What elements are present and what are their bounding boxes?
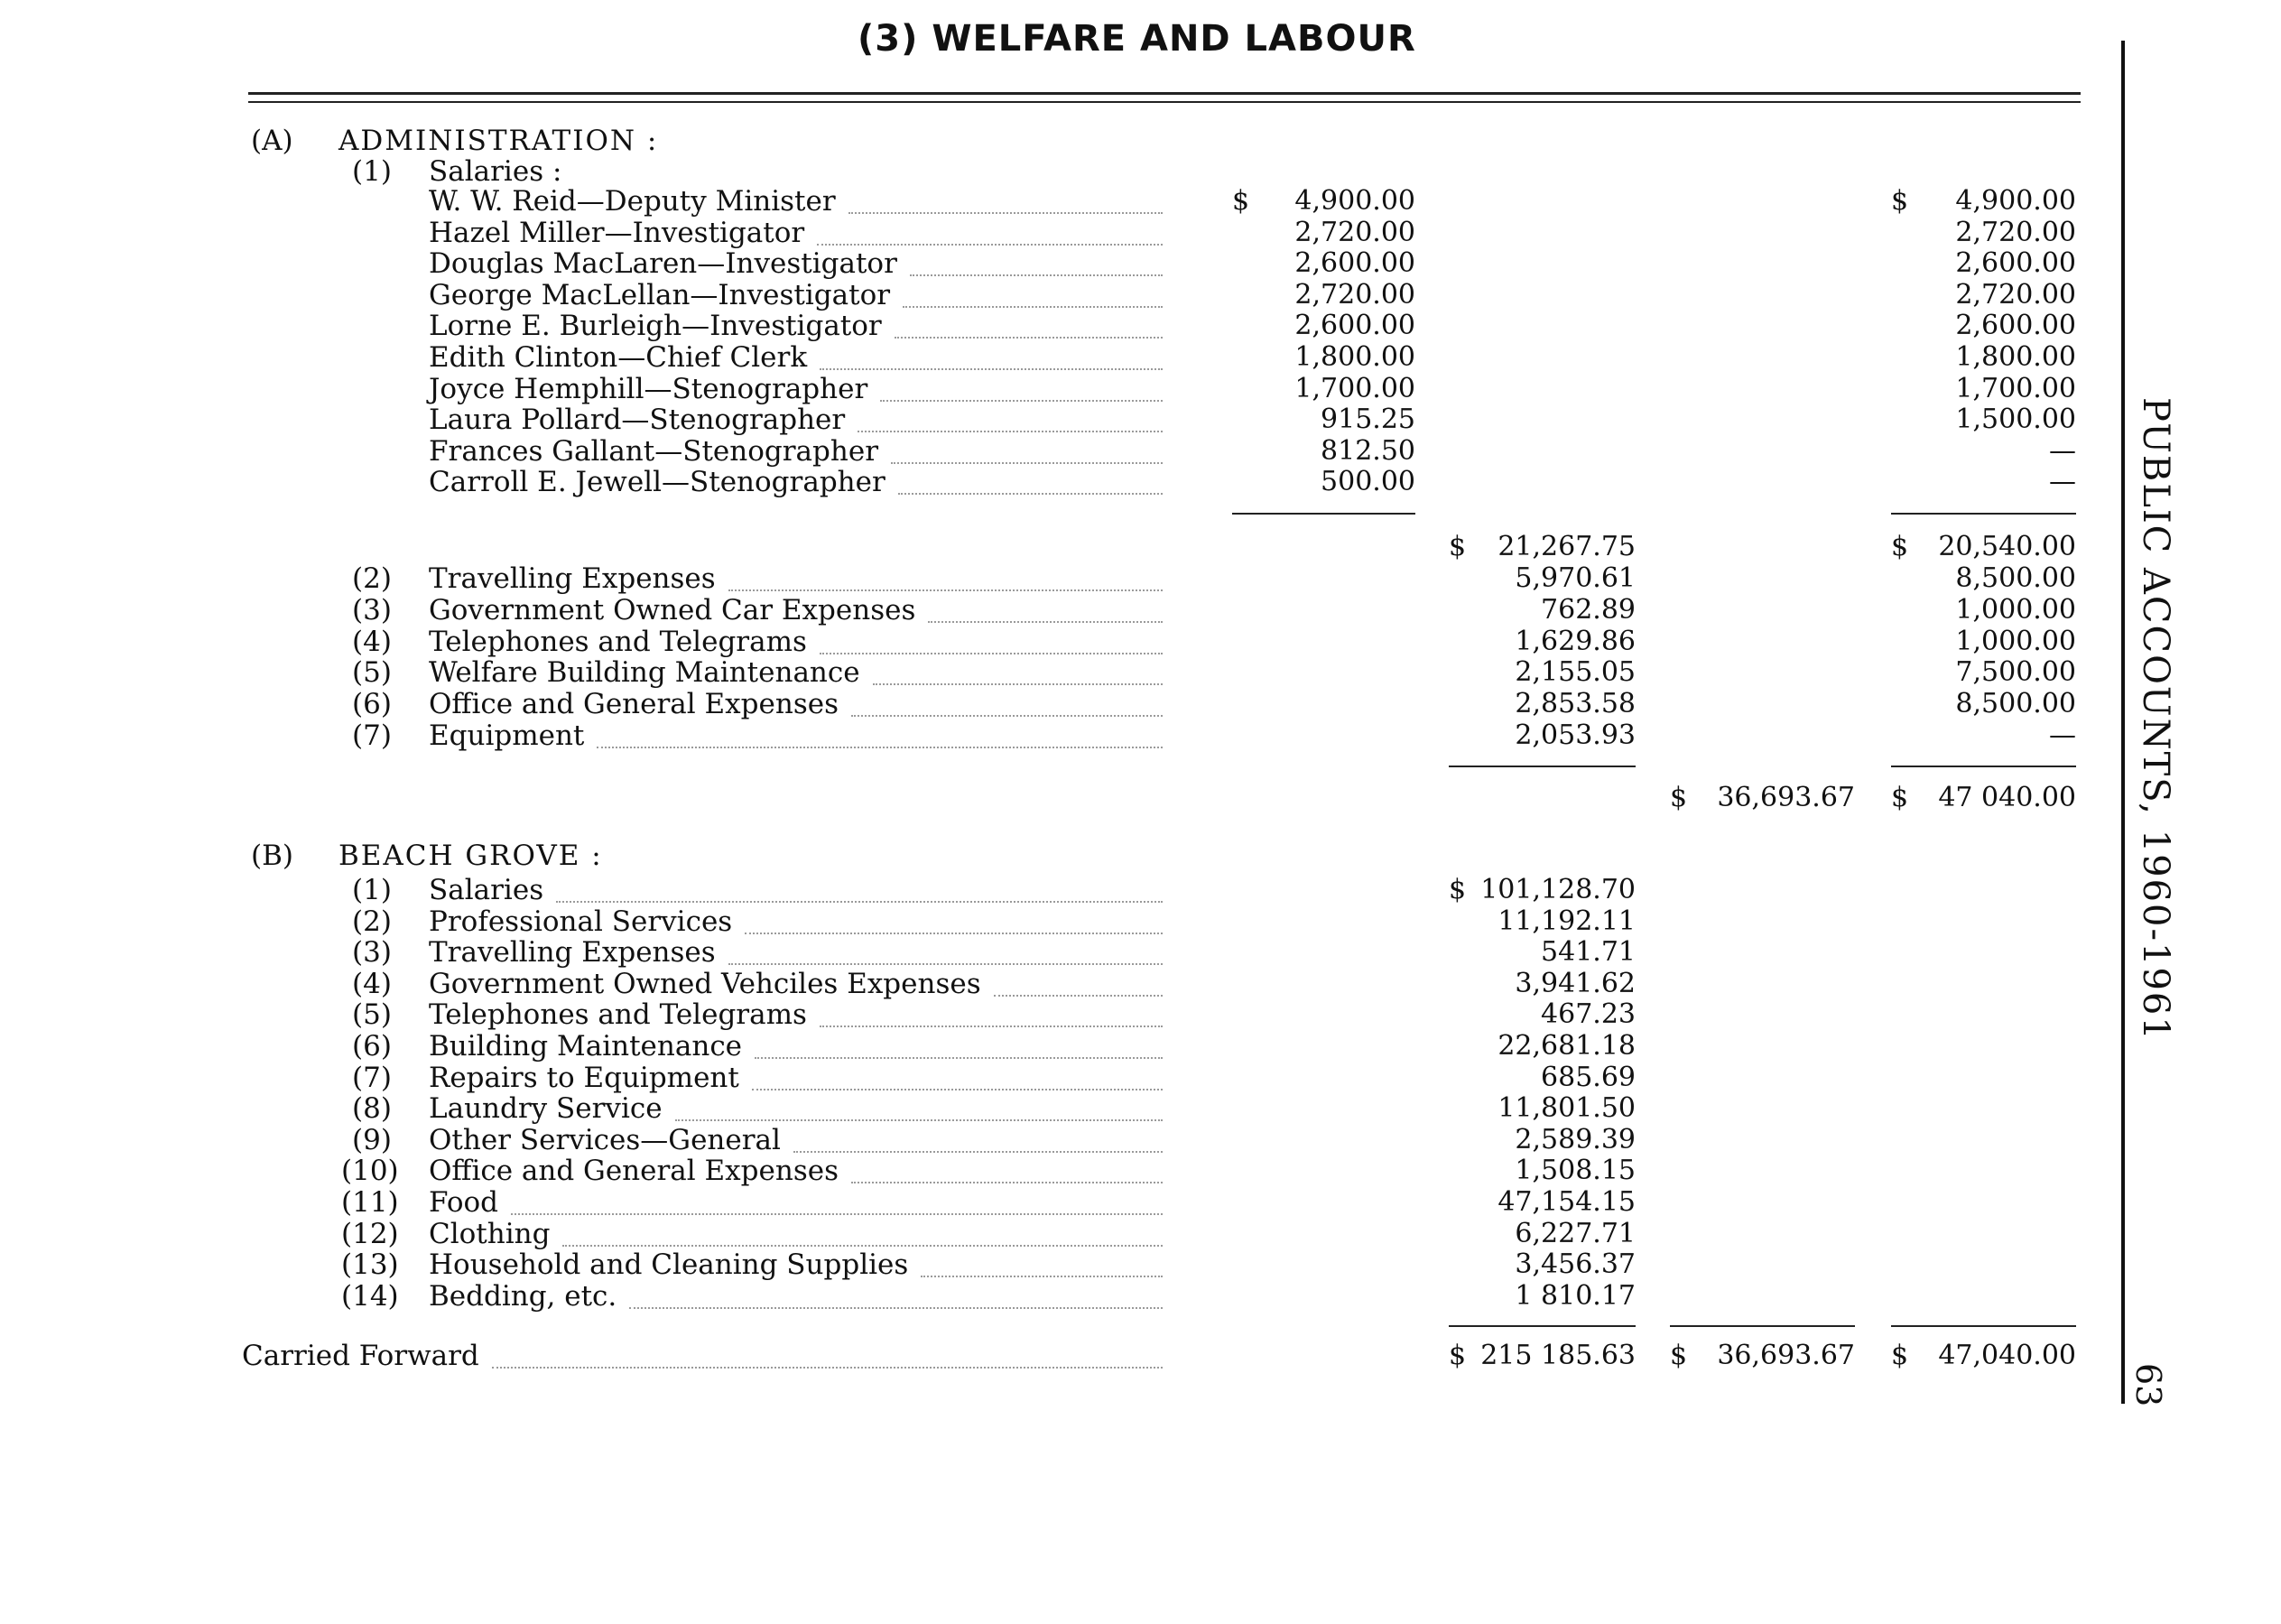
item-estimate: 8,500.00 <box>1955 688 2076 720</box>
section-marker: (A) <box>251 125 293 157</box>
leader-dots <box>820 348 1163 370</box>
header-rule-top <box>248 92 2081 95</box>
item-marker: (10) <box>341 1155 399 1188</box>
currency-sign: $ <box>1891 531 1909 562</box>
table-row <box>0 905 2281 938</box>
table-row <box>0 279 2281 311</box>
salaries-heading-label: Salaries : <box>429 155 562 188</box>
table-row <box>0 1218 2281 1250</box>
carried-forward-row <box>0 1340 2281 1372</box>
section-a-heading <box>0 125 2281 157</box>
table-row <box>0 404 2281 436</box>
item-name: Office and General Expenses <box>429 688 839 721</box>
item-name: Salaries <box>429 874 544 906</box>
table-row <box>0 247 2281 280</box>
table-row <box>0 373 2281 405</box>
currency-sign: $ <box>1449 874 1467 905</box>
leader-dots <box>895 317 1163 339</box>
side-title: PUBLIC ACCOUNTS, 1960-1961 <box>2135 397 2176 1042</box>
salary-amount: 2,600.00 <box>1294 310 1415 342</box>
item-amount: 3,941.62 <box>1515 967 1636 999</box>
subtotal-rule <box>1449 766 1636 767</box>
item-name: Government Owned Car Expenses <box>429 593 916 626</box>
leader-dots <box>752 1069 1163 1090</box>
leader-dots <box>728 570 1163 591</box>
item-amount: 1 810.17 <box>1515 1279 1636 1312</box>
item-amount: 47,154.15 <box>1497 1186 1636 1218</box>
item-name: Building Maintenance <box>429 1030 743 1063</box>
leader-dots <box>910 255 1163 276</box>
table-row <box>0 185 2281 218</box>
page-title: (3) WELFARE AND LABOUR <box>858 18 1416 60</box>
currency-sign: $ <box>1891 1340 1909 1371</box>
salary-amount: 4,900.00 <box>1294 185 1415 217</box>
leader-dots <box>820 633 1163 654</box>
leader-dots <box>629 1287 1163 1309</box>
leader-dots <box>994 975 1163 997</box>
item-amount: 467.23 <box>1541 998 1636 1031</box>
salaries-total: 21,267.75 <box>1497 531 1636 562</box>
salary-amount: 1,700.00 <box>1294 372 1415 404</box>
item-name: Welfare Building Maintenance <box>429 656 860 690</box>
carried-forward-label: Carried Forward <box>242 1340 479 1372</box>
item-name: Professional Services <box>429 905 733 938</box>
leader-dots <box>848 192 1163 214</box>
item-marker: (3) <box>352 593 392 626</box>
table-row <box>0 968 2281 1000</box>
salary-amount: 500.00 <box>1321 466 1415 498</box>
item-amount: 1,508.15 <box>1515 1155 1636 1187</box>
subtotal-rule <box>1449 1325 1636 1327</box>
leader-dots <box>597 727 1163 748</box>
salaries-total-row <box>0 531 2281 563</box>
table-row <box>0 936 2281 969</box>
item-amount: 2,589.39 <box>1515 1123 1636 1155</box>
salary-estimate: — <box>2049 434 2076 467</box>
table-row <box>0 1280 2281 1313</box>
item-name: Household and Cleaning Supplies <box>429 1248 909 1282</box>
table-row <box>0 435 2281 468</box>
item-amount: 2,853.58 <box>1515 688 1636 720</box>
item-amount: 2,053.93 <box>1515 719 1636 751</box>
carried-forward-amount: 47,040.00 <box>1938 1340 2076 1371</box>
section-b-heading <box>0 840 2281 872</box>
item-marker: (7) <box>352 719 392 752</box>
table-row <box>0 594 2281 626</box>
salary-amount: 915.25 <box>1321 404 1415 436</box>
salary-amount: 2,720.00 <box>1294 216 1415 248</box>
salary-estimate: — <box>2049 466 2076 498</box>
table-row <box>0 310 2281 342</box>
item-name: Travelling Expenses <box>429 562 716 595</box>
item-name: Repairs to Equipment <box>429 1061 739 1094</box>
salary-estimate: 2,600.00 <box>1955 247 2076 280</box>
salary-name: Lorne E. Burleigh—Investigator <box>429 310 882 343</box>
salary-name: Hazel Miller—Investigator <box>429 216 805 249</box>
leader-dots <box>745 913 1163 934</box>
table-row <box>0 688 2281 720</box>
currency-sign: $ <box>1449 531 1467 562</box>
item-name: Other Services—General <box>429 1123 781 1156</box>
salary-estimate: 2,600.00 <box>1955 310 2076 342</box>
leader-dots <box>851 695 1163 717</box>
leader-dots <box>851 1162 1163 1183</box>
item-amount: 2,155.05 <box>1515 656 1636 689</box>
salary-name: Douglas MacLaren—Investigator <box>429 247 897 281</box>
item-marker: (4) <box>352 625 392 658</box>
salary-amount: 1,800.00 <box>1294 341 1415 373</box>
item-amount: 3,456.37 <box>1515 1248 1636 1281</box>
section-a-total-row <box>0 782 2281 814</box>
item-amount: 101,128.70 <box>1480 874 1636 905</box>
currency-sign: $ <box>1232 185 1250 217</box>
subtotal-rule <box>1891 766 2076 767</box>
table-row <box>0 874 2281 906</box>
item-name: Travelling Expenses <box>429 936 716 970</box>
table-row <box>0 1030 2281 1063</box>
item-marker: (11) <box>341 1186 399 1219</box>
item-name: Office and General Expenses <box>429 1155 839 1188</box>
item-name: Telephones and Telegrams <box>429 998 807 1032</box>
table-row <box>0 466 2281 498</box>
table-row <box>0 1062 2281 1094</box>
item-marker: (6) <box>352 688 392 721</box>
item-amount: 11,801.50 <box>1497 1092 1636 1125</box>
leader-dots <box>675 1100 1163 1121</box>
table-row <box>0 217 2281 249</box>
item-name: Laundry Service <box>429 1092 663 1126</box>
item-name: Equipment <box>429 719 585 752</box>
item-marker: (14) <box>341 1279 399 1313</box>
item-estimate: 8,500.00 <box>1955 562 2076 594</box>
leader-dots <box>755 1037 1163 1059</box>
page-number: 63 <box>2128 1363 2168 1407</box>
item-name: Bedding, etc. <box>429 1279 617 1313</box>
item-amount: 685.69 <box>1541 1061 1636 1093</box>
leader-dots <box>817 224 1163 246</box>
carried-forward-amount: 36,693.67 <box>1717 1340 1855 1371</box>
salary-estimate: 1,800.00 <box>1955 341 2076 373</box>
salary-name: Laura Pollard—Stenographer <box>429 404 846 437</box>
salary-estimate: 1,500.00 <box>1955 404 2076 436</box>
item-marker: (13) <box>341 1248 399 1282</box>
item-marker: (8) <box>352 1092 392 1126</box>
item-marker: (5) <box>352 998 392 1032</box>
subtotal-rule <box>1670 1325 1855 1327</box>
item-amount: 6,227.71 <box>1515 1217 1636 1249</box>
salary-name: W. W. Reid—Deputy Minister <box>429 185 836 218</box>
leader-dots <box>858 411 1163 432</box>
salary-name: George MacLellan—Investigator <box>429 278 891 311</box>
currency-sign: $ <box>1891 185 1909 217</box>
salary-name: Frances Gallant—Stenographer <box>429 434 879 468</box>
table-row <box>0 1186 2281 1219</box>
item-amount: 22,681.18 <box>1497 1030 1636 1062</box>
leader-dots <box>492 1347 1163 1369</box>
leader-dots <box>556 881 1163 903</box>
table-row <box>0 719 2281 752</box>
item-marker: (12) <box>341 1217 399 1250</box>
table-row <box>0 1124 2281 1156</box>
item-marker: (1) <box>352 155 392 188</box>
item-estimate: 7,500.00 <box>1955 656 2076 689</box>
salary-amount: 2,600.00 <box>1294 247 1415 280</box>
item-amount: 1,629.86 <box>1515 625 1636 657</box>
section-marker: (B) <box>251 840 293 872</box>
section-a-total: 36,693.67 <box>1717 782 1855 813</box>
leader-dots <box>898 473 1163 495</box>
section-a-estimate-total: 47 040.00 <box>1938 782 2076 813</box>
salary-amount: 812.50 <box>1321 434 1415 467</box>
salary-name: Edith Clinton—Chief Clerk <box>429 341 808 374</box>
item-estimate: 1,000.00 <box>1955 593 2076 626</box>
salaries-heading <box>0 155 2281 188</box>
leader-dots <box>928 601 1163 623</box>
item-marker: (2) <box>352 562 392 595</box>
table-row <box>0 1248 2281 1281</box>
item-marker: (4) <box>352 967 392 1000</box>
item-marker: (7) <box>352 1061 392 1094</box>
subtotal-rule <box>1891 1325 2076 1327</box>
item-amount: 5,970.61 <box>1515 562 1636 594</box>
salary-name: Joyce Hemphill—Stenographer <box>429 372 868 405</box>
salary-estimate: 2,720.00 <box>1955 278 2076 311</box>
subtotal-rule <box>1232 513 1415 515</box>
item-marker: (6) <box>352 1030 392 1063</box>
table-row <box>0 998 2281 1031</box>
table-row <box>0 656 2281 689</box>
salary-amount: 2,720.00 <box>1294 278 1415 311</box>
item-marker: (1) <box>352 874 392 906</box>
leader-dots <box>921 1256 1163 1277</box>
carried-forward-amount: 215 185.63 <box>1480 1340 1636 1371</box>
item-name: Telephones and Telegrams <box>429 625 807 658</box>
header-rule-bottom <box>248 101 2081 103</box>
table-row <box>0 562 2281 595</box>
currency-sign: $ <box>1891 782 1909 813</box>
item-amount: 762.89 <box>1541 593 1636 626</box>
item-marker: (2) <box>352 905 392 938</box>
item-amount: 11,192.11 <box>1497 905 1636 937</box>
salaries-estimate-total: 20,540.00 <box>1938 531 2076 562</box>
salary-estimate: 4,900.00 <box>1955 185 2076 217</box>
table-row <box>0 1155 2281 1187</box>
table-row <box>0 1092 2281 1125</box>
leader-dots <box>820 1006 1163 1027</box>
leader-dots <box>873 664 1163 685</box>
item-estimate: 1,000.00 <box>1955 625 2076 657</box>
leader-dots <box>511 1193 1163 1215</box>
currency-sign: $ <box>1449 1340 1467 1371</box>
leader-dots <box>903 286 1163 308</box>
salary-estimate: 1,700.00 <box>1955 372 2076 404</box>
salary-name: Carroll E. Jewell—Stenographer <box>429 466 886 499</box>
leader-dots <box>880 380 1163 402</box>
leader-dots <box>562 1225 1163 1247</box>
table-row <box>0 626 2281 658</box>
item-marker: (3) <box>352 936 392 970</box>
item-name: Government Owned Vehciles Expenses <box>429 967 981 1000</box>
item-name: Clothing <box>429 1217 551 1250</box>
leader-dots <box>793 1131 1163 1153</box>
subtotal-rule <box>1891 513 2076 515</box>
leader-dots <box>728 943 1163 965</box>
currency-sign: $ <box>1670 1340 1688 1371</box>
currency-sign: $ <box>1670 782 1688 813</box>
section-heading: BEACH GROVE : <box>338 840 603 872</box>
item-name: Food <box>429 1186 498 1219</box>
item-marker: (5) <box>352 656 392 690</box>
item-marker: (9) <box>352 1123 392 1156</box>
section-heading: ADMINISTRATION : <box>338 125 659 157</box>
salary-estimate: 2,720.00 <box>1955 216 2076 248</box>
item-estimate: — <box>2049 719 2076 751</box>
item-amount: 541.71 <box>1541 936 1636 969</box>
leader-dots <box>891 442 1163 464</box>
table-row <box>0 341 2281 374</box>
